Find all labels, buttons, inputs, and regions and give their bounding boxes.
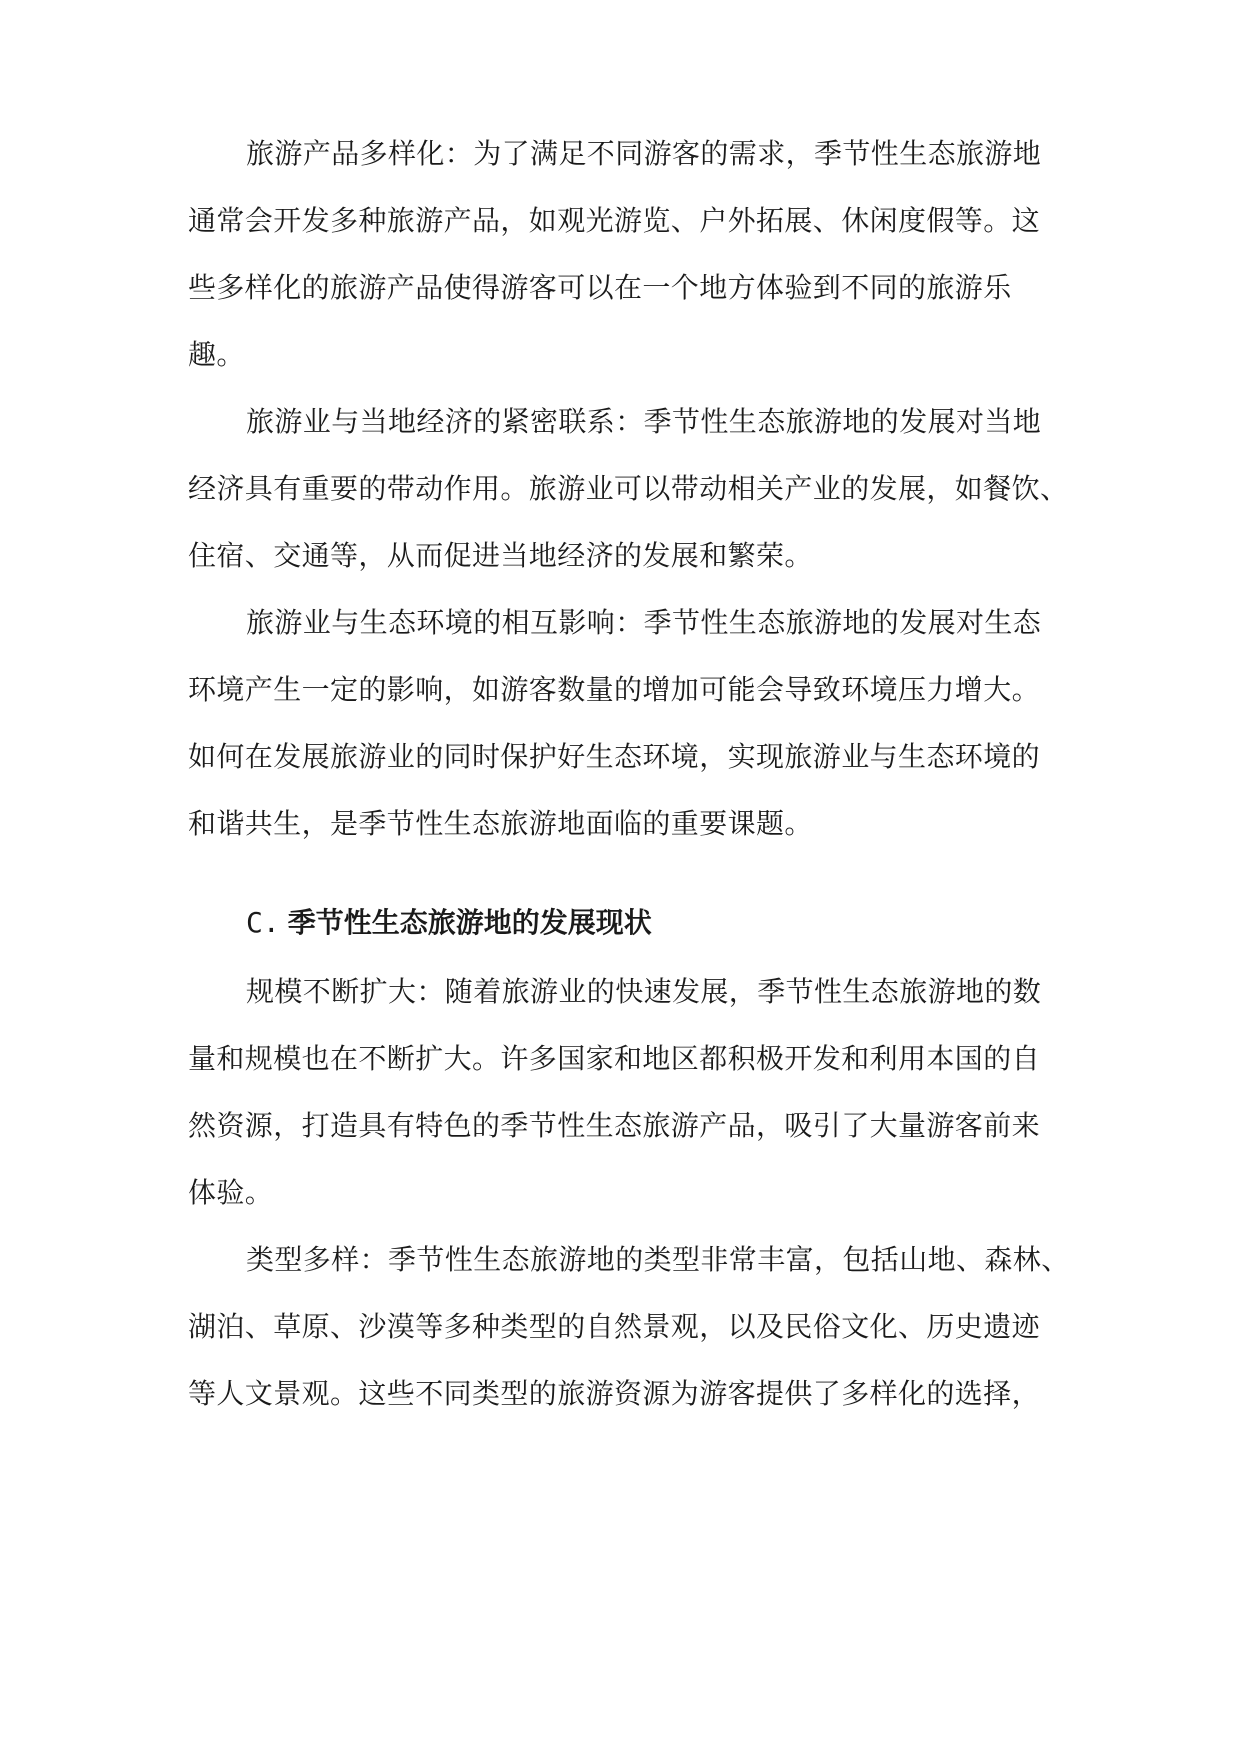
section-heading-number: C. [246, 906, 280, 939]
paragraph-5-line-1: 类型多样：季节性生态旅游地的类型非常丰富，包括山地、森林、 [246, 1243, 1070, 1276]
paragraph-5-line-3: 等人文景观。这些不同类型的旅游资源为游客提供了多样化的选择， [188, 1377, 1041, 1410]
paragraph-4-line-2: 量和规模也在不断扩大。许多国家和地区都积极开发和利用本国的自 [188, 1042, 1041, 1075]
paragraph-4-line-3: 然资源，打造具有特色的季节性生态旅游产品，吸引了大量游客前来 [188, 1109, 1041, 1142]
paragraph-2-line-1: 旅游业与当地经济的紧密联系：季节性生态旅游地的发展对当地 [246, 405, 1042, 438]
paragraph-3-line-1: 旅游业与生态环境的相互影响：季节性生态旅游地的发展对生态 [246, 606, 1042, 639]
paragraph-1-line-1: 旅游产品多样化：为了满足不同游客的需求，季节性生态旅游地 [246, 137, 1042, 170]
paragraph-3-line-4: 和谐共生，是季节性生态旅游地面临的重要课题。 [188, 807, 813, 840]
paragraph-1-line-4: 趣。 [188, 338, 245, 371]
paragraph-5-line-2: 湖泊、草原、沙漠等多种类型的自然景观，以及民俗文化、历史遗迹 [188, 1310, 1041, 1343]
paragraph-4-line-4: 体验。 [188, 1176, 274, 1209]
paragraph-4-line-1: 规模不断扩大：随着旅游业的快速发展，季节性生态旅游地的数 [246, 975, 1042, 1008]
section-heading-title: 季节性生态旅游地的发展现状 [287, 906, 652, 939]
section-heading [0, 903, 1241, 943]
paragraph-3-line-2: 环境产生一定的影响，如游客数量的增加可能会导致环境压力增大。 [188, 673, 1041, 706]
paragraph-2-line-2: 经济具有重要的带动作用。旅游业可以带动相关产业的发展，如餐饮、 [188, 472, 1069, 505]
paragraph-1-line-3: 些多样化的旅游产品使得游客可以在一个地方体验到不同的旅游乐 [188, 271, 1012, 304]
paragraph-2-line-3: 住宿、交通等，从而促进当地经济的发展和繁荣。 [188, 539, 813, 572]
paragraph-3-line-3: 如何在发展旅游业的同时保护好生态环境，实现旅游业与生态环境的 [188, 740, 1041, 773]
paragraph-1-line-2: 通常会开发多种旅游产品，如观光游览、户外拓展、休闲度假等。这 [188, 204, 1041, 237]
